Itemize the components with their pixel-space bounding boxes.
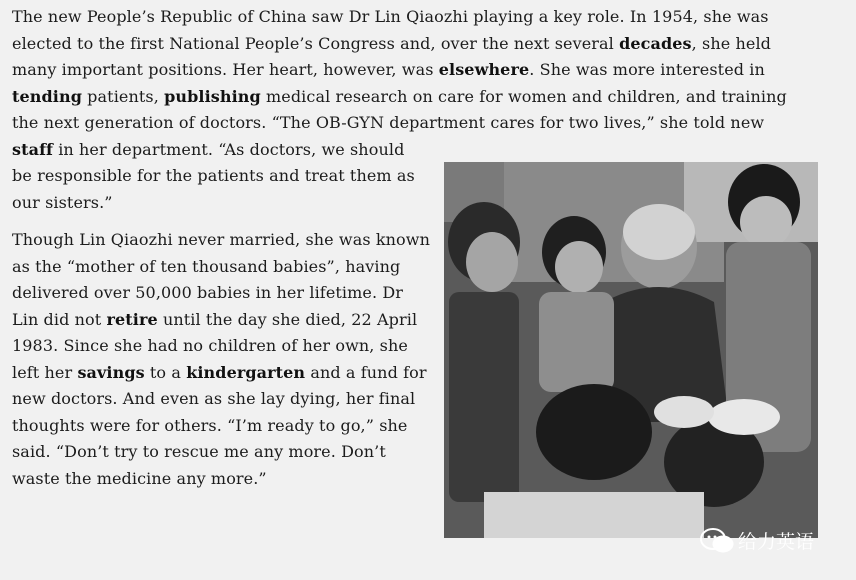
bold-keyword: elsewhere (438, 60, 530, 79)
text-segment: left her (12, 362, 78, 382)
text-line: our sisters.” (12, 192, 113, 212)
text-line: thoughts were for others. “I’m ready to go,” she (12, 415, 408, 435)
paragraph-2 (12, 227, 430, 492)
text-line: delivered over 50,000 babies in her lifetime. Dr (12, 283, 404, 302)
chat-bubbles-icon (700, 528, 734, 554)
text-segment: , she held (691, 33, 772, 53)
text-segment: medical research on care for women and children, and training (260, 86, 787, 106)
text-segment: . She was more interested in (529, 60, 765, 79)
text-line: waste the medicine any more.” (12, 468, 267, 488)
bold-keyword: retire (106, 309, 158, 329)
bold-keyword: savings (77, 362, 145, 382)
text-line: The new People’s Republic of China saw Dr Lin Qiaozhi playing a key role. In 1954, she was (12, 7, 769, 26)
text-line: new doctors. And even as she lay dying, her final (12, 389, 416, 408)
text-line (12, 31, 787, 58)
photo-doctor-with-children (444, 162, 818, 538)
bold-keyword: staff (12, 139, 54, 159)
bold-keyword: tending (12, 86, 82, 106)
text-segment: Lin did not (12, 309, 107, 329)
text-line (12, 57, 787, 84)
watermark-text: 给力英语 (738, 531, 815, 553)
text-line: the next generation of doctors. “The OB-GYN department cares for two lives,” she told new (12, 113, 765, 132)
text-segment: elected to the first National People’s Congress and, over the next several (12, 33, 620, 53)
text-line: be responsible for the patients and treat them as (12, 166, 415, 185)
watermark (700, 527, 814, 554)
text-line: as the “mother of ten thousand babies”, having (12, 256, 401, 276)
text-segment: to a (144, 362, 187, 382)
bold-keyword: decades (619, 33, 692, 53)
text-line: 1983. Since she had no children of her own, she (12, 336, 408, 355)
text-segment: patients, (82, 86, 165, 106)
text-line (12, 360, 430, 387)
text-segment: in her department. “As doctors, we should (53, 139, 405, 159)
text-segment: many important positions. Her heart, however, was (12, 60, 439, 79)
text-line: Though Lin Qiaozhi never married, she was known (12, 230, 430, 249)
text-line (12, 84, 787, 111)
text-line (12, 307, 430, 334)
text-segment: and a fund for (305, 362, 427, 382)
text-segment: until the day she died, 22 April (157, 309, 418, 329)
text-line: said. “Don’t try to rescue me any more. Don’t (12, 442, 386, 461)
bold-keyword: publishing (164, 86, 261, 106)
text-line (12, 137, 787, 164)
bold-keyword: kindergarten (186, 362, 306, 382)
